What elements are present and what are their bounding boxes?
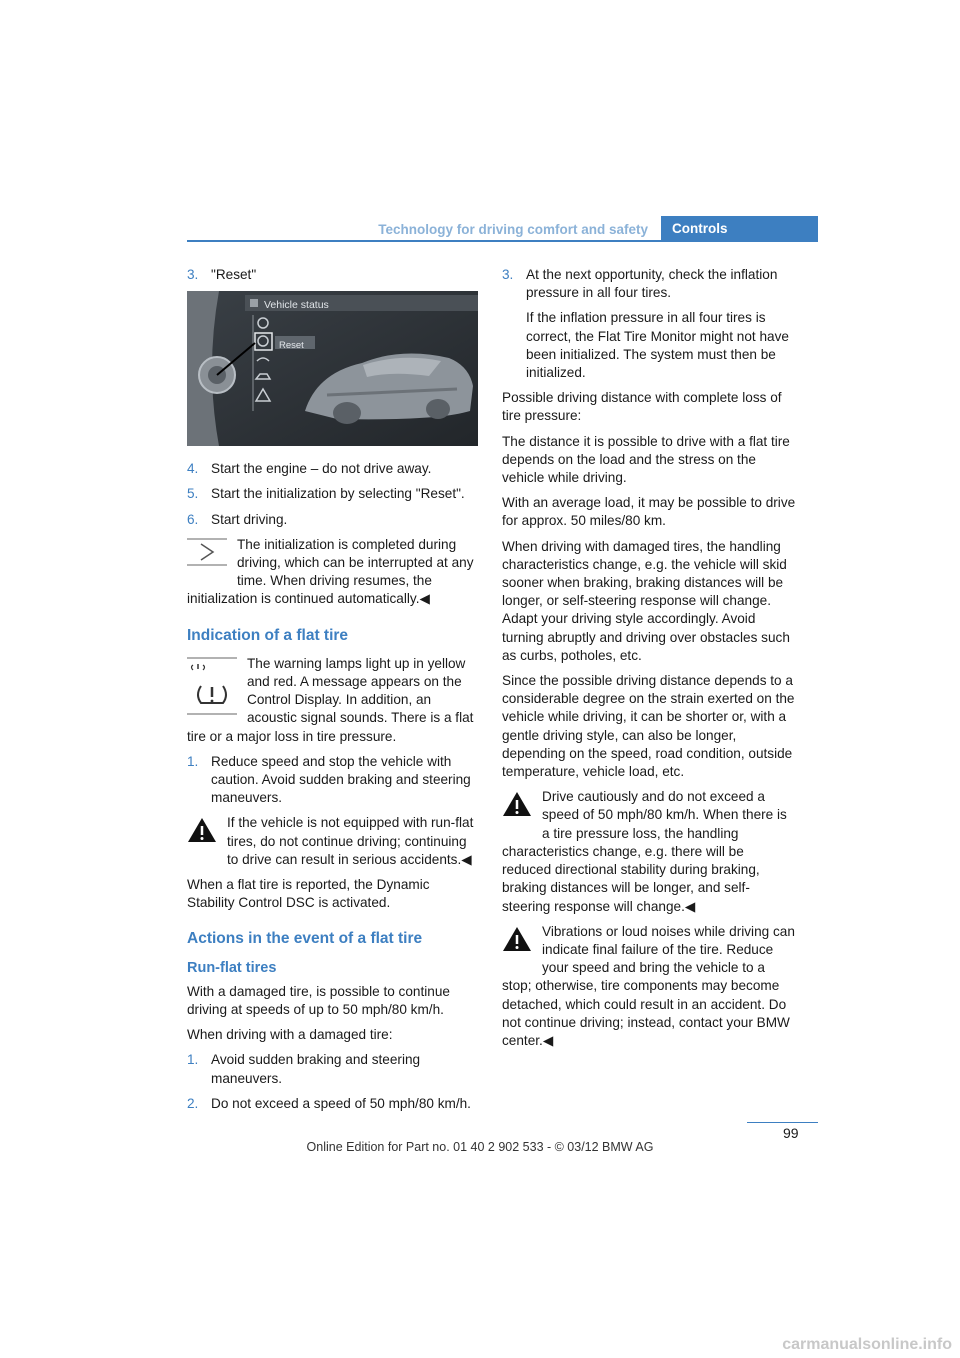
- paragraph-average-load: With an average load, it may be possible to drive for approx. 50 miles/80 km.: [502, 495, 796, 529]
- warning-note-run-flat: If the vehicle is not equipped with run-flat tires, do not continue driving; continuing to drive can result in serious accidents.◀: [187, 814, 478, 869]
- footer-edition: Online Edition for Part no. 01 40 2 902 533 - © 03/12 BMW AG: [306, 1140, 654, 1154]
- warning-note-speed: Drive cautiously and do not exceed a speed of 50 mph/80 km/h. When there is a tire pressure loss, the handling characteristics change, e.g. there will be reduced directional stability during braking, braking distances will be longer, and self-steering response will change.◀: [502, 789, 787, 914]
- damaged-step-1: 1. Avoid sudden braking and steering maneuvers.: [187, 1052, 421, 1086]
- info-note: The initialization is completed during driving, which can be interrupted at any time. When driving resumes, the initialization is continued automatically.◀: [187, 536, 474, 607]
- page-number: 99: [783, 1125, 799, 1141]
- paragraph-handling: When driving with damaged tires, the handling characteristics change, e.g. the vehicle will skid sooner when braking, braking distances will be longer, or self-steering response will change. Adapt your driving style accordingly. Avoid turning abruptly and driving over obstacles such as curbs, potholes, etc.: [502, 538, 790, 663]
- vehicle-status-illustration: [187, 291, 478, 446]
- step-4: 4. Start the engine – do not drive away.: [187, 461, 432, 477]
- warning-triangle-icon: [502, 790, 532, 823]
- damaged-step-2: 2. Do not exceed a speed of 50 mph/80 km/h.: [187, 1095, 471, 1111]
- left-column: [187, 266, 478, 1120]
- right-column: [502, 266, 796, 1057]
- paragraph-distance-intro: Possible driving distance with complete loss of tire pressure:: [502, 390, 782, 424]
- heading-run-flat-tires: Run-flat tires: [187, 959, 277, 976]
- step-6: 6. Start driving.: [187, 511, 288, 527]
- step-3: 3. "Reset": [187, 267, 257, 282]
- paragraph-distance-load: The distance it is possible to drive with a flat tire depends on the load and the stress on the vehicle while driving.: [502, 433, 790, 486]
- warning-triangle-icon: [502, 925, 532, 958]
- watermark: carmanualsonline.info: [782, 1336, 952, 1353]
- warning-triangle-icon: [187, 816, 217, 849]
- note-arrow-icon: [187, 538, 227, 571]
- header-chapter-tab: Controls: [661, 216, 818, 242]
- warning-note-vibrations: Vibrations or loud noises while driving can indicate final failure of the tire. Reduce your speed and bring the vehicle to a stop; otherwise, tire components may become detached, which could result in an accident. Do not continue driving; instead, contact your BMW center.◀: [502, 923, 795, 1048]
- paragraph-strain: Since the possible driving distance depends to a considerable degree on the strain exerted on the vehicle while driving, it can be shorter or, with a gentle driving style, can also be longer, depending on the speed, road condition, outside temperature, vehicle load, etc.: [502, 673, 795, 780]
- dsc-text: When a flat tire is reported, the Dynamic Stability Control DSC is activated.: [187, 877, 430, 911]
- step-r3-detail: If the inflation pressure in all four tires is correct, the Flat Tire Monitor might not have been initialized. The system must then be initialized.: [526, 310, 789, 381]
- footer-rule: [747, 1122, 818, 1123]
- heading-flat-tire-indication: Indication of a flat tire: [187, 626, 349, 644]
- run-flat-text: With a damaged tire, is possible to continue driving at speeds of up to 50 mph/80 km/h.: [187, 983, 450, 1018]
- flat-step-1: 1. Reduce speed and stop the vehicle with caution. Avoid sudden braking and steering maneuvers.: [187, 753, 471, 806]
- vehicle-status-screenshot: [187, 291, 478, 446]
- step-5: 5. Start the initialization by selecting "Reset".: [187, 486, 465, 502]
- screen-reset-label: Reset: [279, 340, 304, 352]
- screen-title: Vehicle status: [264, 299, 329, 312]
- flat-tire-text: The warning lamps light up in yellow and red. A message appears on the Control Display. In addition, an acoustic signal sounds. There is a flat tire or a major loss in tire pressure.: [187, 655, 474, 744]
- tire-pressure-warning-icon: [187, 657, 237, 720]
- heading-actions-flat-tire: Actions in the event of a flat tire: [187, 930, 423, 948]
- header-section-title: Technology for driving comfort and safety: [378, 222, 648, 237]
- damaged-intro: When driving with a damaged tire:: [187, 1027, 393, 1043]
- step-r3: 3. At the next opportunity, check the inflation pressure in all four tires.: [502, 267, 778, 301]
